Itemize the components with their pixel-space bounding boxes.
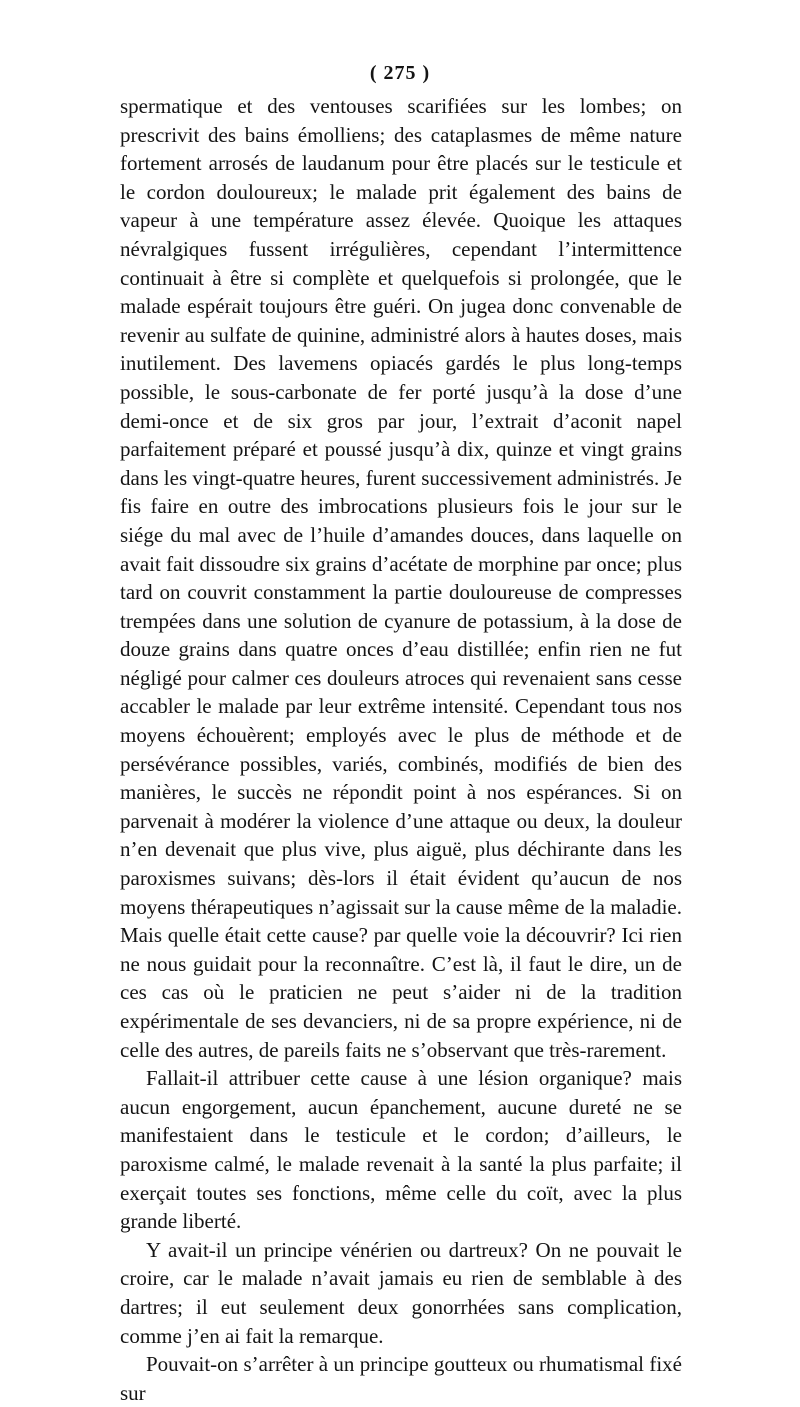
paragraph: Pouvait-on s’arrêter à un principe goutteux ou rhumatismal fixé sur [120,1352,682,1405]
page-number: ( 275 ) [369,62,431,84]
body-text [120,92,682,1407]
paragraph: Y avait-il un principe vénérien ou dartreux? On ne pouvait le croire, car le malade n’avait jamais eu rien de semblable à des dartres; il eut seulement deux gonorrhées sans complication, comme j’en ai fait la remarque. [120,1237,682,1348]
paragraph: Fallait-il attribuer cette cause à une lésion organique? mais aucun engorgement, aucun épanchement, aucune dureté ne se manifestaient dans le testicule et le cordon; d’ailleurs, le paroxisme calmé, le malade revenait à la santé la plus parfaite; il exerçait toutes ses fonctions, même celle du coït, avec la plus grande liberté. [120,1066,682,1234]
paragraph: spermatique et des ventouses scarifiées sur les lombes; on prescrivit des bains émolliens; des cataplasmes de même nature fortement arrosés de laudanum pour être placés sur le testicule et le cordon douloureux; le malade prit également des bains de vapeur à une température assez élevée. Quoique les attaques névralgiques fussent irrégulières, cependant l’intermittence continuait à être si complète et quelquefois si prolongée, que le malade espérait toujours être guéri. On jugea donc convenable de revenir au sulfate de quinine, administré alors à hautes doses, mais inutilement. Des lavemens opiacés gardés le plus long-temps possible, le sous-carbonate de fer porté jusqu’à la dose d’une demi-once et de six gros par jour, l’extrait d’aconit napel parfaitement préparé et poussé jusqu’à dix, quinze et vingt grains dans les vingt-quatre heures, furent successivement administrés. Je fis faire en outre des imbrocations plusieurs fois le jour sur le siége du mal avec de l’huile d’amandes douces, dans laquelle on avait fait dissoudre six grains d’acétate de morphine par once; plus tard on couvrit constamment la partie douloureuse de compresses trempées dans une solution de cyanure de potassium, à la dose de douze grains dans quatre onces d’eau distillée; enfin rien ne fut négligé pour calmer ces douleurs atroces qui revenaient sans cesse accabler le malade par leur extrême intensité. Cependant tous nos moyens échouèrent; employés avec le plus de méthode et de persévérance possibles, variés, combinés, modifiés de bien des manières, le succès ne répondit point à nos espérances. Si on parvenait à modérer la violence d’une attaque ou deux, la douleur n’en devenait que plus vive, plus aiguë, plus déchirante dans les paroxismes suivans; dès-lors il était évident qu’aucun de nos moyens thérapeutiques n’agissait sur la cause même de la maladie. Mais quelle était cette cause? par quelle voie la découvrir? Ici rien ne nous guidait pour la reconnaître. C’est là, il faut le dire, un de ces cas où le praticien ne peut s’aider ni de la tradition expérimentale de ses devanciers, ni de sa propre expérience, ni de celle des autres, de pareils faits ne s’observant que très-rarement. [120,94,682,1062]
